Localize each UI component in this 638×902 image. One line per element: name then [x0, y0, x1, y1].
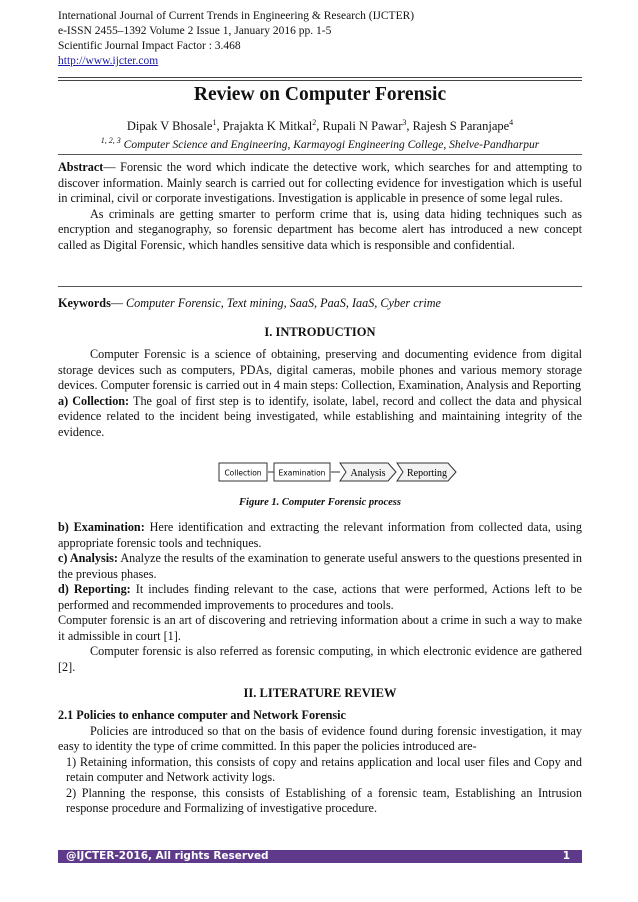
flow-step-collection — [219, 463, 267, 481]
keywords-label: Keywords — [58, 296, 111, 310]
copyright-text: @IJCTER-2016, All rights Reserved — [66, 850, 269, 862]
literature-review-body — [58, 708, 582, 817]
page-number: 1 — [562, 850, 570, 862]
forensic-process-figure — [218, 460, 458, 484]
art-paragraph: Computer forensic is an art of discovering and retrieving information about a crime in such a way to make it admissible in court [1]. — [58, 613, 582, 643]
abstract-p1: Forensic the word which indicate the detective work, which searches for and attempting to discover information. Mainly search is carried out for collecting evidence for investigation which is useful in criminal, civil or corporate investigations. Investigation is applicable in presence of some legal rules. — [58, 160, 582, 205]
affiliation — [58, 136, 582, 151]
abstract-p2: As criminals are getting smarter to perform crime that is, using data hiding techniques such as encryption and steganography, so forensic department has become alert has introduced a new concept called as Digital Forensic, which handles sensitive data which is responsible and confidential. — [58, 206, 582, 252]
affiliation-sup: 1, 2, 3 — [100, 136, 121, 145]
collection-label: a) Collection: — [58, 393, 130, 408]
section-heading-introduction: I. INTRODUCTION — [264, 325, 376, 339]
journal-name: International Journal of Current Trends in Engineering & Research (IJCTER) — [58, 10, 415, 22]
author-sup: 1 — [212, 118, 217, 127]
flow-step-label: Analysis — [350, 468, 386, 479]
journal-issn: e-ISSN 2455–1392 Volume 2 Issue 1, January 2016 pp. 1-5 — [58, 25, 332, 37]
examination-paragraph: b) Examination: Here identification and extracting the relevant information from collected data, using appropriate forensic tools and techniques. — [58, 520, 582, 550]
keywords-text: Computer Forensic, Text mining, SaaS, PaaS, IaaS, Cyber crime — [126, 296, 441, 310]
list-item: 2) Planning the response, this consists of Establishing of a forensic team, Establishing an Intrusion response procedure and Formalizing of investigative procedure. — [66, 785, 582, 815]
keywords: Keywords— Computer Forensic, Text mining, SaaS, PaaS, IaaS, Cyber crime — [58, 296, 441, 310]
intro-paragraph: Computer Forensic is a science of obtaining, preserving and documenting evidence from digital storage devices such as computers, PDAs, digital cameras, mobile phones and various memory storage devices. Computer forensic is carried out in 4 main steps: Collection, Examination, Analysis and Reporting — [58, 347, 582, 392]
flow-step-label: Reporting — [407, 468, 447, 479]
analysis-paragraph: c) Analysis: Analyze the results of the examination to generate useful answers to the questions presented in the previous phases. — [58, 551, 582, 581]
abstract: Abstract— Forensic the word which indicate the detective work, which searches for and attempting to discover information. Mainly search is carried out for collecting evidence for investigation which is useful in criminal, civil or corporate investigations. Investigation is applicable in presence of some legal rules. As criminals are getting smarter to perform crime that is, using data hiding techniques such as encryption and steganography, so forensic department has become alert has introduced a new concept called as Digital Forensic, which handles sensitive data which is responsible and confidential. — [58, 160, 582, 252]
analysis-label: c) Analysis: — [58, 551, 118, 565]
header-rule-2 — [58, 80, 582, 81]
flow-step-label: Examination — [278, 468, 326, 478]
abstract-top-rule — [58, 154, 582, 155]
examination-label: b) Examination: — [58, 520, 145, 534]
reporting-label: d) Reporting: — [58, 582, 131, 596]
flow-step-label: Collection — [224, 468, 262, 478]
author-name: Dipak V Bhosale — [126, 119, 213, 134]
journal-header — [58, 9, 414, 69]
forensic-computing-paragraph: Computer forensic is also referred as forensic computing, in which electronic evidence are gathered [2]. — [58, 644, 582, 674]
journal-url-link[interactable]: http://www.ijcter.com — [58, 55, 159, 67]
paper-title: Review on Computer Forensic — [193, 84, 447, 105]
keywords-rule — [58, 286, 582, 287]
author-name: Rupali N Pawar — [322, 119, 403, 134]
reporting-paragraph: d) Reporting: It includes finding relevant to the case, actions that were performed, Actions left to be performed and recommended improvements to procedures and tools. — [58, 582, 582, 612]
author-sup: 4 — [509, 118, 514, 127]
subsection-heading: 2.1 Policies to enhance computer and Network Forensic — [58, 708, 346, 722]
affiliation-text: Computer Science and Engineering, Karmayogi Engineering College, Shelve-Pandharpur — [123, 138, 540, 151]
impact-factor: Scientific Journal Impact Factor : 3.468 — [58, 40, 241, 52]
flow-step-examination — [274, 463, 330, 481]
author-name: Rajesh S Paranjape — [412, 119, 510, 134]
section-heading-literature-review: II. LITERATURE REVIEW — [243, 686, 397, 700]
introduction-body-2 — [58, 520, 582, 675]
flow-step-reporting — [397, 463, 456, 481]
author-sup: 3 — [402, 118, 407, 127]
collection-paragraph: a) Collection: The goal of first step is to identify, isolate, label, record and collect the data and physical evidence related to the incident being investigated, while establishing and maintaining integrity of the evidence. — [58, 393, 583, 439]
introduction-body — [58, 347, 582, 440]
policies-paragraph: Policies are introduced so that on the basis of evidence found during forensic investigation, it may easy to identity the type of crime committed. In this paper the policies introduced are- — [58, 723, 582, 753]
author-sup: 2 — [312, 118, 317, 127]
page-footer — [58, 850, 582, 863]
flow-step-analysis — [340, 463, 396, 481]
list-item: 1) Retaining information, this consists of copy and retains application and local user files and Copy and retain computer and Network activity logs. — [66, 754, 582, 784]
header-rule — [58, 77, 582, 78]
figure-caption: Figure 1. Computer Forensic process — [239, 497, 401, 508]
author-name: Prajakta K Mitkal — [222, 119, 313, 134]
author-list: Dipak V Bhosale$^1$, Prajakta K Mitkal$^2$, Rupali N Pawar$^3$, Rajesh S Paranjape$^4$ — [126, 118, 514, 134]
abstract-label: Abstract — [58, 160, 104, 174]
